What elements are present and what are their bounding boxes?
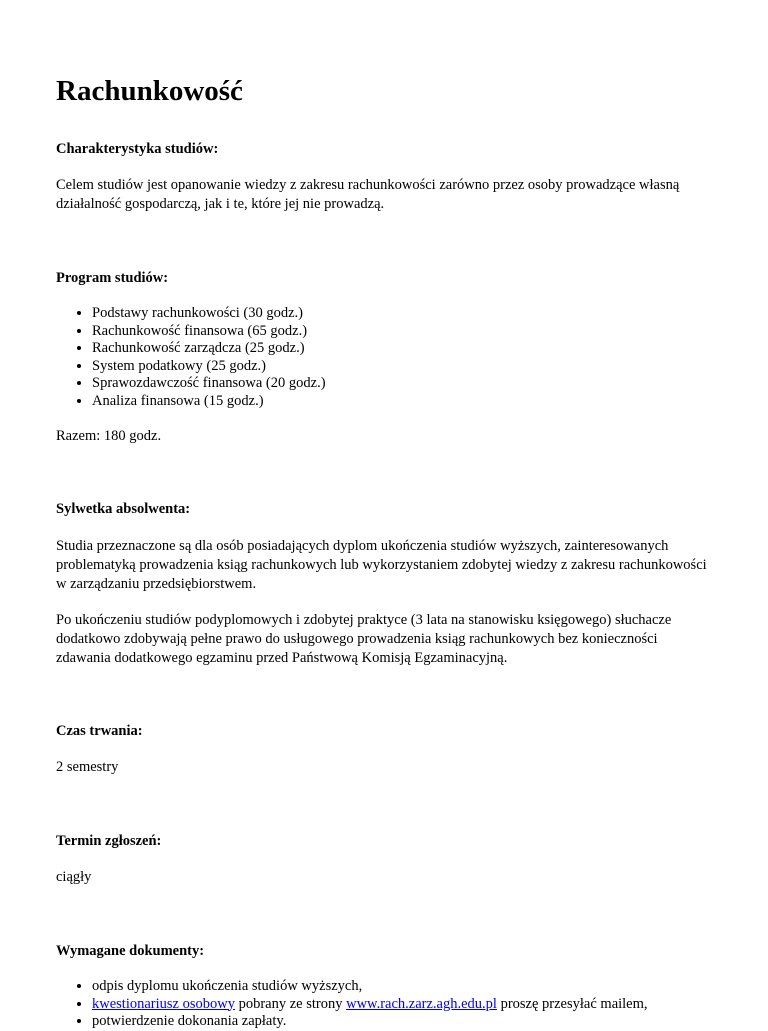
- program-heading: Program studiów:: [56, 270, 169, 286]
- documents-item-2-middle: pobrany ze strony: [234, 995, 347, 1012]
- graduate-paragraph-1: Studia przeznaczone są dla osób posiadających dyplom ukończenia studiów wyższych, zainteresowanych problematyką prowadzenia ksiąg rachunkowych lub wykorzystaniem zdobytej wiedzy z zakresu rachunkowości w zarządzaniu przedsiębiorstwem.: [56, 538, 707, 592]
- documents-item-2-end: proszę przesyłać mailem,: [496, 995, 648, 1012]
- deadline-heading: Termin zgłoszeń:: [56, 833, 162, 849]
- documents-heading: Wymagane dokumenty:: [56, 943, 205, 959]
- program-item-3: • Rachunkowość zarządcza (25 godz.): [92, 340, 712, 358]
- duration-heading: Czas trwania:: [56, 723, 143, 739]
- program-total: Razem: 180 godz.: [56, 428, 162, 444]
- characteristics-heading: Charakterystyka studiów:: [56, 141, 219, 157]
- duration-value: 2 semestry: [56, 759, 119, 775]
- documents-item-1: • odpis dyplomu ukończenia studiów wyższych,: [92, 978, 712, 996]
- documents-list: [56, 978, 712, 1031]
- graduate-heading: Sylwetka absolwenta:: [56, 501, 191, 517]
- deadline-value: ciągły: [56, 869, 92, 885]
- program-item-4: • System podatkowy (25 godz.): [92, 358, 712, 376]
- documents-item-3: • potwierdzenie dokonania zapłaty.: [92, 1013, 712, 1031]
- program-list: [56, 305, 712, 410]
- characteristics-text: Celem studiów jest opanowanie wiedzy z zakresu rachunkowości zarówno przez osoby prowadzące własną działalność gospodarczą, jak i te, które jej nie prowadzą.: [56, 177, 680, 212]
- program-item-5: • Sprawozdawczość finansowa (20 godz.): [92, 375, 712, 393]
- program-item-2: • Rachunkowość finansowa (65 godz.): [92, 323, 712, 341]
- questionnaire-link[interactable]: kwestionariusz osobowy: [92, 995, 235, 1012]
- graduate-paragraph-2: Po ukończeniu studiów podyplomowych i zdobytej praktyce (3 lata na stanowisku księgowego) słuchacze dodatkowo zdobywają pełne prawo do usługowego prowadzenia ksiąg rachunkowych bez konieczności zdawania dodatkowego egzaminu przed Państwową Komisją Egzaminacyjną.: [56, 612, 672, 666]
- page-title: Rachunkowość: [56, 75, 243, 107]
- program-item-1: • Podstawy rachunkowości (30 godz.): [92, 305, 712, 323]
- program-item-6: • Analiza finansowa (15 godz.): [92, 393, 712, 411]
- documents-item-2: [92, 996, 712, 1014]
- website-link[interactable]: www.rach.zarz.agh.edu.pl: [346, 995, 497, 1012]
